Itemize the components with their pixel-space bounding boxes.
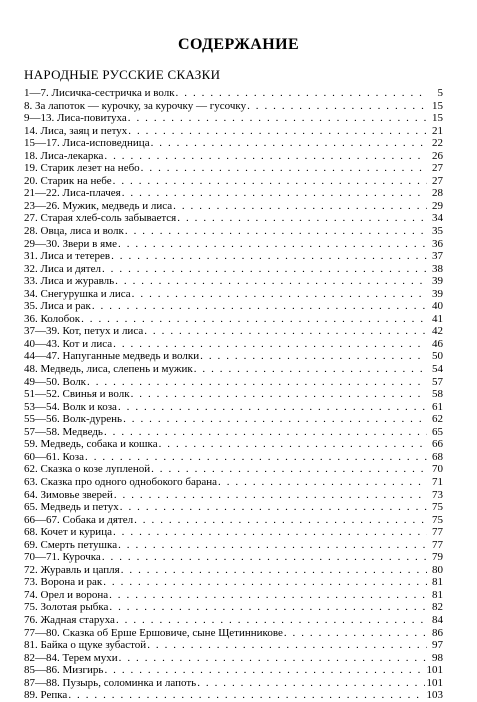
toc-entry-page: 101 [426, 676, 443, 689]
toc-entry [24, 350, 443, 363]
dot-leader [113, 175, 427, 188]
toc-entry-title: 29—30. Звери в яме [24, 237, 118, 250]
toc-entry-page: 66 [432, 438, 443, 451]
dot-leader [109, 601, 427, 614]
dot-leader [147, 639, 427, 652]
toc-entry-title: 75. Золотая рыбка [24, 601, 109, 614]
toc-entry-page: 39 [432, 275, 443, 288]
toc-entry-title: 14. Лиса, заяц и петух [24, 124, 128, 137]
toc-entry-title: 32. Лиса и дятел [24, 262, 101, 275]
toc-entry [24, 325, 443, 338]
toc-entry-title: 19. Старик лезет на небо [24, 162, 140, 175]
dot-leader [128, 125, 427, 138]
toc-entry-title: 31. Лиса и тетерев [24, 250, 111, 263]
toc-entry [24, 539, 443, 552]
toc-entry-page: 97 [432, 639, 443, 652]
toc-entry-page: 27 [432, 174, 443, 187]
toc-entry-page: 41 [432, 312, 443, 325]
dot-leader [284, 627, 427, 640]
toc-entry [24, 576, 443, 589]
toc-entry-page: 61 [432, 400, 443, 413]
toc-entry [24, 300, 443, 313]
toc-entry [24, 463, 443, 476]
dot-leader [118, 539, 427, 552]
toc-entry [24, 363, 443, 376]
toc-entry-page: 39 [432, 287, 443, 300]
toc-entry-page: 81 [432, 588, 443, 601]
toc-entry-title: 76. Жадная старуха [24, 613, 115, 626]
toc-entry-page: 15 [432, 99, 443, 112]
toc-entry-title: 23—26. Мужик, медведь и лиса [24, 199, 173, 212]
toc-entry-page: 54 [432, 363, 443, 376]
dot-leader [194, 363, 427, 376]
dot-leader [92, 300, 427, 313]
dot-leader [128, 112, 427, 125]
toc-entry-page: 65 [432, 425, 443, 438]
toc-entry [24, 639, 443, 652]
toc-entry [24, 489, 443, 502]
dot-leader [247, 100, 427, 113]
toc-entry-title: 60—61. Коза [24, 450, 85, 463]
toc-entry [24, 100, 443, 113]
toc-entry-page: 37 [432, 250, 443, 263]
dot-leader [113, 338, 427, 351]
toc-entry-page: 46 [432, 337, 443, 350]
toc-entry [24, 514, 443, 527]
dot-leader [118, 238, 427, 251]
toc-entry [24, 614, 443, 627]
toc-entry-title: 49—50. Волк [24, 375, 87, 388]
toc-entry-page: 34 [432, 212, 443, 225]
toc-entry-title: 70—71. Курочка [24, 551, 101, 564]
toc-entry-page: 103 [426, 689, 443, 702]
dot-leader [122, 187, 427, 200]
toc-entry [24, 652, 443, 665]
dot-leader [114, 489, 427, 502]
toc-entry [24, 225, 443, 238]
toc-entry-title: 62. Сказка о козе лупленой [24, 463, 151, 476]
toc-entry [24, 313, 443, 326]
dot-leader [111, 250, 427, 263]
toc-entry-page: 15 [432, 112, 443, 125]
toc-entry [24, 413, 443, 426]
dot-leader [104, 150, 427, 163]
toc-entry-page: 38 [432, 262, 443, 275]
toc-entry-page: 28 [432, 187, 443, 200]
dot-leader [121, 564, 427, 577]
toc-entry-page: 98 [432, 651, 443, 664]
page-title: СОДЕРЖАНИЕ [177, 36, 300, 53]
dot-leader [119, 652, 427, 665]
dot-leader [176, 87, 427, 100]
toc-entry [24, 526, 443, 539]
toc-entry-title: 51—52. Свинья и волк [24, 388, 130, 401]
toc-entry [24, 438, 443, 451]
toc-entry [24, 275, 443, 288]
toc-entry-page: 50 [432, 350, 443, 363]
toc-entry-page: 36 [432, 237, 443, 250]
toc-entry-page: 68 [432, 450, 443, 463]
toc-entry [24, 112, 443, 125]
dot-leader [102, 263, 427, 276]
toc-entry-title: 55—56. Волк-дурень [24, 413, 123, 426]
toc-entry-title: 82—84. Терем мухи [24, 651, 118, 664]
toc-entry-title: 15—17. Лиса-исповедница [24, 137, 150, 150]
toc-entry [24, 589, 443, 602]
dot-leader [151, 137, 427, 150]
toc-entry-page: 79 [432, 551, 443, 564]
toc-entry-page: 57 [432, 375, 443, 388]
dot-leader [113, 526, 427, 539]
toc-entry-title: 65. Медведь и петух [24, 501, 119, 514]
toc-entry-title: 81. Байка о щуке зубастой [24, 639, 147, 652]
toc-entry-page: 77 [432, 538, 443, 551]
toc-entry [24, 250, 443, 263]
toc-entry [24, 338, 443, 351]
toc-entry-title: 35. Лиса и рак [24, 300, 91, 313]
toc-entry-page: 21 [432, 124, 443, 137]
toc-entry-title: 57—58. Медведь [24, 425, 103, 438]
toc-entry [24, 677, 443, 690]
toc-entry [24, 627, 443, 640]
toc-entry [24, 564, 443, 577]
toc-entry [24, 288, 443, 301]
toc-entry-title: 74. Орел и ворона [24, 588, 109, 601]
toc-entry-page: 75 [432, 513, 443, 526]
toc-entry [24, 601, 443, 614]
toc-entry-page: 27 [432, 162, 443, 175]
toc-entry-title: 27. Старая хлеб-соль забывается [24, 212, 177, 225]
dot-leader [87, 376, 427, 389]
toc-entry-page: 42 [432, 325, 443, 338]
toc-entry-title: 34. Снегурушка и лиса [24, 287, 131, 300]
toc-entry-page: 77 [432, 526, 443, 539]
toc-entry-page: 82 [432, 601, 443, 614]
toc-entry-title: 40—43. Кот и лиса [24, 337, 113, 350]
toc-entry [24, 238, 443, 251]
dot-leader [118, 401, 427, 414]
dot-leader [132, 288, 427, 301]
toc-entry [24, 200, 443, 213]
toc-entry-page: 80 [432, 563, 443, 576]
toc-entry-title: 53—54. Волк и коза [24, 400, 117, 413]
toc-entry [24, 501, 443, 514]
toc-entry-title: 18. Лиса-лекарка [24, 149, 104, 162]
toc-entry-title: 8. За лапоток — курочку, за курочку — гусочку [24, 99, 247, 112]
dot-leader [159, 438, 427, 451]
dot-leader [115, 275, 427, 288]
dot-leader [218, 476, 427, 489]
toc-entry [24, 388, 443, 401]
dot-leader [125, 225, 427, 238]
dot-leader [131, 388, 427, 401]
dot-leader [144, 325, 427, 338]
toc-entry-page: 29 [432, 199, 443, 212]
dot-leader [134, 514, 427, 527]
toc-entry-page: 62 [432, 413, 443, 426]
toc-entry [24, 137, 443, 150]
toc-entry-title: 64. Зимовье зверей [24, 488, 113, 501]
toc-entry [24, 664, 443, 677]
toc-entry-page: 26 [432, 149, 443, 162]
toc-entry-title: 89. Репка [24, 689, 68, 702]
toc-entry-page: 73 [432, 488, 443, 501]
toc-entry [24, 376, 443, 389]
toc-entry-title: 21—22. Лиса-плачея [24, 187, 121, 200]
toc-entry [24, 426, 443, 439]
dot-leader [151, 463, 427, 476]
toc-entry-title: 85—86. Мизгирь [24, 664, 104, 677]
dot-leader [103, 576, 427, 589]
toc-entry [24, 476, 443, 489]
toc-entry [24, 150, 443, 163]
toc-entry-title: 20. Старик на небе [24, 174, 112, 187]
toc-entry-page: 58 [432, 388, 443, 401]
toc-entry [24, 187, 443, 200]
toc-entry-page: 101 [426, 664, 443, 677]
toc-entry [24, 162, 443, 175]
toc-entry [24, 263, 443, 276]
dot-leader [197, 677, 424, 690]
toc-entry-page: 5 [437, 87, 443, 99]
toc-entry-title: 37—39. Кот, петух и лиса [24, 325, 144, 338]
toc-entry-title: 1—7. Лисичка-сестричка и волк [24, 87, 175, 99]
dot-leader [85, 451, 427, 464]
dot-leader [173, 200, 427, 213]
toc-entry-title: 28. Овца, лиса и волк [24, 225, 124, 238]
toc-entry [24, 401, 443, 414]
toc-entry [24, 125, 443, 138]
toc-entry-title: 63. Сказка про одного однобокого барана [24, 475, 218, 488]
section-heading: НАРОДНЫЕ РУССКИЕ СКАЗКИ [24, 67, 221, 82]
toc-entry-title: 73. Ворона и рак [24, 576, 103, 589]
dot-leader [102, 551, 427, 564]
toc-entry-page: 71 [432, 475, 443, 488]
toc-entry-title: 72. Журавль и цапля [24, 563, 120, 576]
toc-entry-page: 35 [432, 225, 443, 238]
toc-entry-title: 87—88. Пузырь, соломинка и лапоть [24, 676, 197, 689]
dot-leader [200, 350, 427, 363]
dot-leader [177, 212, 427, 225]
toc-entry [24, 451, 443, 464]
toc-entry-page: 84 [432, 613, 443, 626]
dot-leader [109, 589, 427, 602]
toc-entry-page: 70 [432, 463, 443, 476]
toc-entry [24, 175, 443, 188]
toc-entry-page: 40 [432, 300, 443, 313]
toc-entry-title: 36. Колобок [24, 312, 81, 325]
dot-leader [116, 614, 427, 627]
toc-entry-page: 22 [432, 137, 443, 150]
toc-entry-title: 33. Лиса и журавль [24, 275, 115, 288]
dot-leader [141, 162, 427, 175]
toc-entry-title: 48. Медведь, лиса, слепень и мужик [24, 363, 193, 376]
toc-entry-page: 86 [432, 626, 443, 639]
toc-entry-page: 75 [432, 501, 443, 514]
toc-entry-title: 9—13. Лиса-повитуха [24, 112, 127, 125]
dot-leader [104, 426, 427, 439]
dot-leader [81, 313, 427, 326]
toc-list [24, 87, 443, 702]
toc-entry-title: 77—80. Сказка об Ерше Ершовиче, сыне Щетинникове [24, 626, 283, 639]
toc-entry-title: 66—67. Собака и дятел [24, 513, 134, 526]
toc-entry-title: 69. Смерть петушка [24, 538, 118, 551]
dot-leader [123, 413, 427, 426]
dot-leader [104, 664, 424, 677]
dot-leader [120, 501, 427, 514]
toc-entry-title: 44—47. Напуганные медведь и волки [24, 350, 200, 363]
toc-entry-title: 59. Медведь, собака и кошка [24, 438, 158, 451]
toc-entry [24, 212, 443, 225]
toc-entry [24, 551, 443, 564]
toc-entry-page: 81 [432, 576, 443, 589]
toc-entry-title: 68. Кочет и курица [24, 526, 112, 539]
toc-entry [24, 87, 443, 100]
